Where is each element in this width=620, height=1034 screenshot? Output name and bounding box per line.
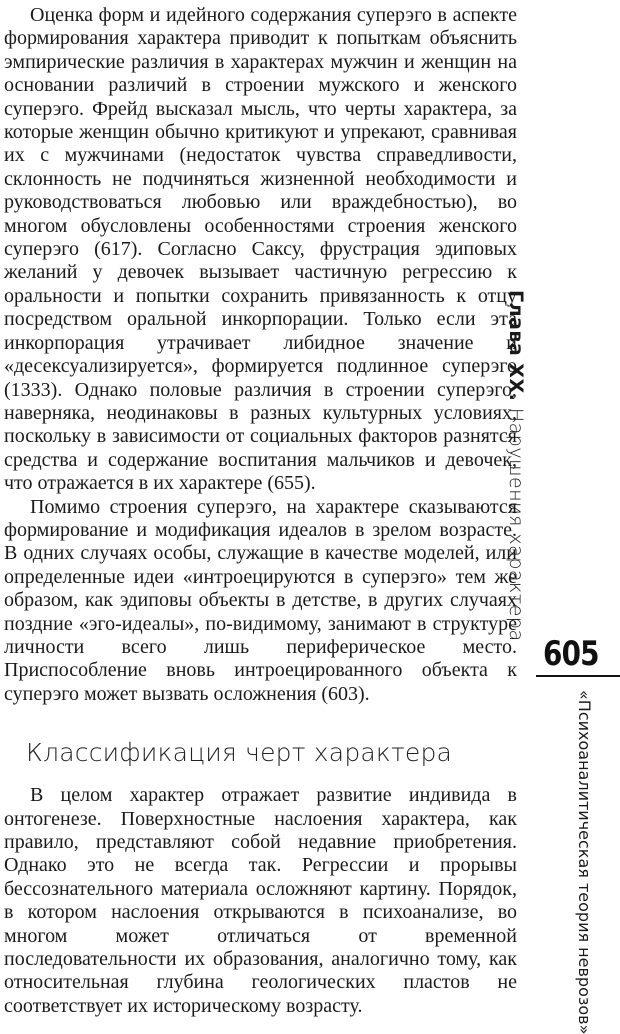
- body-paragraph-superego-gender: Оценка форм и идейного содержания суперэго в аспекте формирования характера приводит к попыткам объяснить эмпирические различия в характерах мужчин и женщин на основании различий в строении мужского и женского суперэго. Фрейд высказал мысль, что черты характера, за которые женщин обычно критикуют и упрекают, сравнивая их с мужчинами (недостаток чувства справедливости, склонность не подчиняться жизненной необходимости и руководствоваться любовью или враждебностью), во многом обусловлены особенностями строения женского суперэго (617). Согласно Саксу, фрустрация эдиповых желаний у девочек вызывает частичную регрессию к оральности и попытки сохранить привязанность к отцу посредством оральной инкорпорации. Только если эта инкорпорация утрачивает либидное значение и «десексуализируется», формируется подлинное суперэго (1333). Однако половые различия в строении суперэго, наверняка, неодинаковы в разных культурных условиях, поскольку в зависимости от социальных факторов разнятся средства и содержание воспитания мальчиков и девочек, что отражается в их характере (655).: [4, 4, 517, 495]
- running-header-chapter: [502, 290, 530, 642]
- running-header-book-title: «Психоаналитическая теория неврозов»: [575, 690, 594, 1034]
- main-text-column: [4, 4, 517, 1018]
- body-paragraph-ideals: Помимо строения суперэго, на характере сказываются формирование и модификация идеалов в зрелом возрасте. В одних случаях особы, служащие в качестве моделей, или определенные идеи «интроецируются в суперэго» тем же образом, как эдиповы объекты в детстве, в других случаях поздние «эго-идеалы», по-видимому, занимают в структуре личности всего лишь периферическое место. Приспособление вновь интроецированного объекта к суперэго может вызвать осложнения (603).: [4, 495, 517, 705]
- chapter-title: Нарушения характера: [505, 407, 527, 642]
- page-number: 605: [543, 634, 599, 674]
- page-number-divider: [536, 675, 620, 677]
- chapter-label: Глава XX.: [505, 290, 527, 402]
- body-paragraph-classification: В целом характер отражает развитие индивида в онтогенезе. Поверхностные наслоения характера, как правило, представляют собой недавние приобретения. Однако это не всегда так. Регрессии и прорывы бессознательного материала осложняют картину. Порядок, в котором наслоения открываются в психоанализе, во многом может отличаться от временной последовательности их образования, аналогично тому, как относительная глубина геологических пластов не соответствует их историческому возрасту.: [4, 784, 517, 1017]
- section-heading: Классификация черт характера: [26, 738, 453, 768]
